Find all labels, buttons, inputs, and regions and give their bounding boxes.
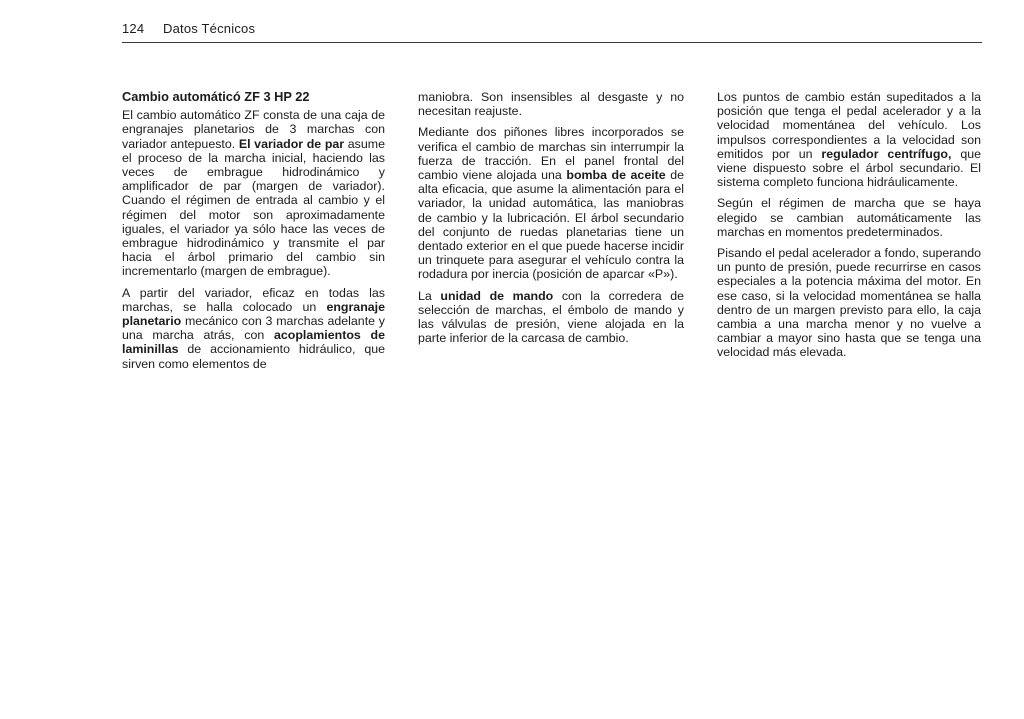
bold-term: acoplamientos de laminillas (122, 328, 385, 357)
bold-term: bomba de aceite (566, 168, 666, 183)
paragraph: maniobra. Son insensibles al desgaste y no necesitan reajuste. (418, 90, 684, 119)
paragraph: Según el régimen de marcha que se haya elegido se cambian automáticamente las marchas en momentos predeterminados. (717, 196, 981, 239)
text-column-1 (122, 90, 385, 378)
paragraph: El cambio automático ZF consta de una caja de engranajes planetarios de 3 marchas con variador antepuesto. El variador de par asume el proceso de la marcha inicial, haciendo las veces de embrague hidrodinámico y amplificador de par (margen de variador). Cuando el régimen de entrada al cambio y el régimen del motor son aproximadamente iguales, el variador ya sólo hace las veces de embrague hidrodinámico y transmite el par hacia el árbol primario del cambio sin incrementarlo (margen de embrague). (122, 108, 385, 279)
text-column-3 (717, 90, 981, 367)
paragraph: Mediante dos piñones libres incorporados se verifica el cambio de marchas sin interrumpir la fuerza de tracción. En el panel frontal del cambio viene alojada una bomba de aceite de alta eficacia, que asume la alimentación para el variador, la unidad automática, las maniobras de cambio y la lubricación. El árbol secundario del conjunto de ruedas planetarias tiene un dentado exterior en el que puede hacerse incidir un trinquete para asegurar el vehículo contra la rodadura por inercia (posición de aparcar «P»). (418, 125, 684, 282)
paragraph: La unidad de mando con la corredera de selección de marchas, el émbolo de mando y las válvulas de presión, viene alojada en la parte inferior de la carcasa de cambio. (418, 288, 684, 346)
paragraph: Pisando el pedal acelerador a fondo, superando un punto de presión, puede recurrirse en casos especiales a la potencia máxima del motor. En ese caso, si la velocidad momentánea se halla dentro de un margen previsto para ello, la caja cambia a una marcha menor y no vuelve a cambiar a mayor sino hasta que se tenga una velocidad más elevada. (717, 246, 981, 360)
bold-term: engranaje planetario (122, 299, 385, 329)
bold-term: unidad de mando (440, 288, 554, 303)
section-heading: Cambio automáticó ZF 3 HP 22 (122, 89, 310, 104)
text-column-2 (418, 90, 684, 352)
paragraph: A partir del variador, eficaz en todas las marchas, se halla colocado un engranaje planetario mecánico con 3 marchas adelante y una marcha atrás, con acoplamientos de laminillas de accionamiento hidráulico, que sirven como elementos de (122, 285, 385, 371)
bold-term: El variador de par (238, 136, 345, 151)
paragraph: Los puntos de cambio están supeditados a la posición que tenga el pedal acelerador y a la velocidad momentánea del vehículo. Los impulsos correspondientes a la velocidad son emitidos por un regulador centrífugo, que viene dispuesto sobre el árbol secundario. El sistema completo funciona hidráulicamente. (717, 90, 981, 190)
running-title: Datos Técnicos (163, 21, 256, 36)
page-header (122, 18, 982, 43)
page-number: 124 (122, 21, 145, 36)
bold-term: regulador centrífugo, (821, 146, 952, 161)
